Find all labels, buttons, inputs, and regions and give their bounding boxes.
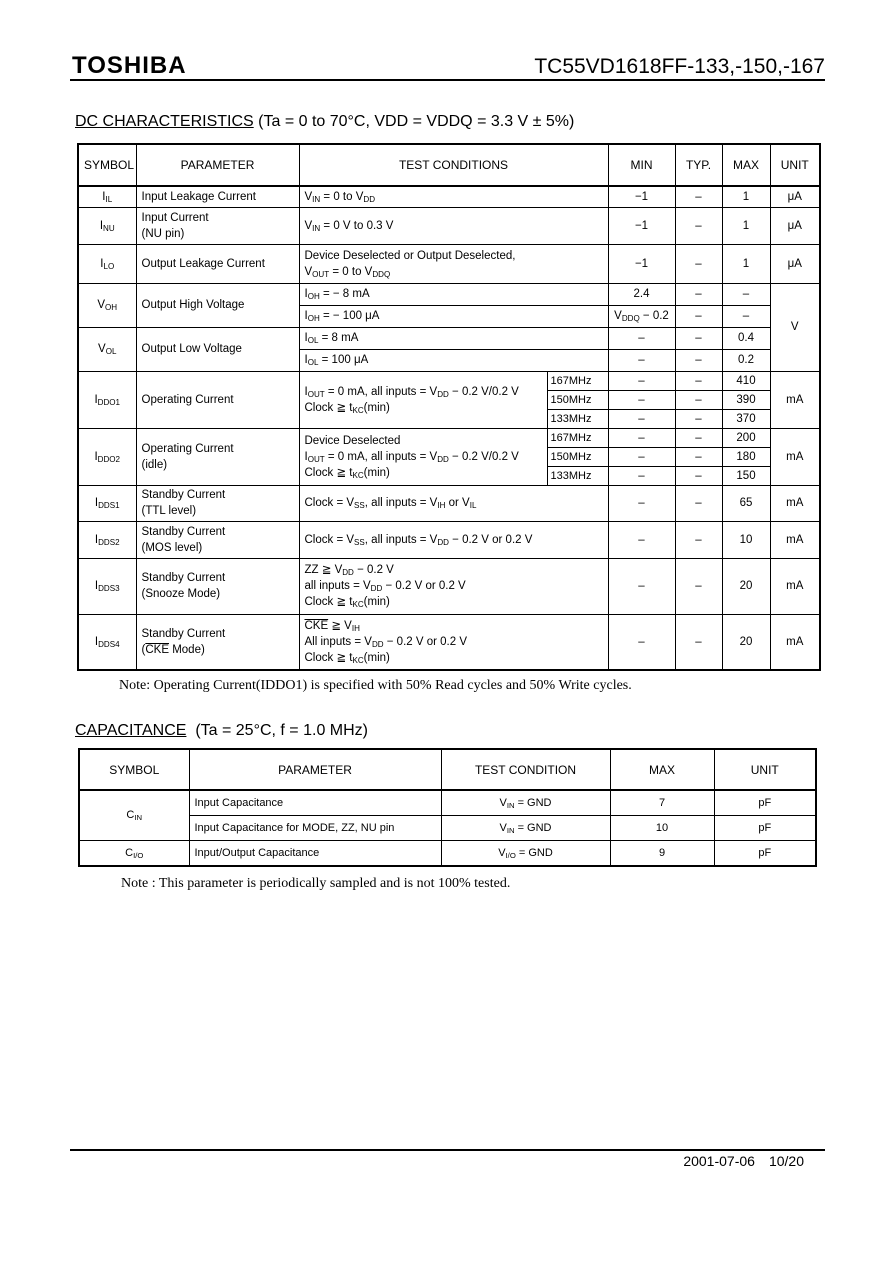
max-cell: 0.4 xyxy=(722,327,770,349)
col-test-conditions: TEST CONDITIONS xyxy=(299,144,608,186)
condition-cell: $V_{IN} = 0$ to $V_{DD}$ xyxy=(299,186,608,207)
min-cell: – xyxy=(608,485,675,521)
min-cell: – xyxy=(608,447,675,466)
dc-title-conditions: (Ta = 0 to 70°C, VDD = VDDQ = 3.3 V ± 5%) xyxy=(258,113,575,130)
typ-cell: – xyxy=(675,558,722,614)
frequency-cell: 150MHz xyxy=(547,447,608,466)
min-cell: – xyxy=(608,521,675,558)
col-symbol: SYMBOL xyxy=(79,749,189,790)
min-cell: −1 xyxy=(608,186,675,207)
footer-rule xyxy=(70,1149,825,1151)
footer-date: 2001-07-06 xyxy=(683,1153,755,1169)
typ-cell: – xyxy=(675,349,722,371)
min-cell: 2.4 xyxy=(608,283,675,305)
condition-cell: $V_{IN}$ = GND xyxy=(441,815,610,840)
parameter-cell: Input Capacitance xyxy=(189,790,441,815)
dc-header-row xyxy=(78,144,820,186)
condition-cell: $V_{IN} = 0$ V to 0.3 V xyxy=(299,207,608,244)
condition-cell: $I_{OH}$ = − 100 μA xyxy=(299,305,608,327)
table-row xyxy=(79,815,816,840)
col-unit: UNIT xyxy=(770,144,820,186)
table-row xyxy=(78,283,820,305)
symbol-cell: $I_{LO}$ xyxy=(78,244,136,283)
col-min: MIN xyxy=(608,144,675,186)
table-row xyxy=(78,244,820,283)
parameter-line: Standby Current xyxy=(141,572,226,584)
max-cell: 1 xyxy=(722,186,770,207)
max-cell: 20 xyxy=(722,614,770,670)
unit-cell: mA xyxy=(770,521,820,558)
max-cell: 410 xyxy=(722,371,770,390)
table-row xyxy=(78,485,820,521)
parameter-cell: Input/Output Capacitance xyxy=(189,840,441,866)
typ-cell: – xyxy=(675,371,722,390)
max-cell: – xyxy=(722,283,770,305)
condition-cell: $V_{IN}$ = GND xyxy=(441,790,610,815)
parameter-cell: Output Leakage Current xyxy=(136,244,299,283)
unit-cell: μA xyxy=(770,207,820,244)
min-cell: $V_{DDQ} - 0.2$ xyxy=(608,305,675,327)
max-cell: 390 xyxy=(722,390,770,409)
min-cell: – xyxy=(608,558,675,614)
typ-cell: – xyxy=(675,390,722,409)
typ-cell: – xyxy=(675,305,722,327)
frequency-cell: 167MHz xyxy=(547,371,608,390)
symbol-cell: $I_{DDS2}$ xyxy=(78,521,136,558)
brand-logo: TOSHIBA xyxy=(72,52,187,79)
min-cell: – xyxy=(608,371,675,390)
parameter-line: Standby Current xyxy=(141,627,226,640)
typ-cell: – xyxy=(675,409,722,428)
table-row xyxy=(78,207,820,244)
symbol-cell: $V_{OL}$ xyxy=(78,327,136,371)
min-cell: – xyxy=(608,327,675,349)
parameter-line: Standby Current xyxy=(141,489,226,501)
parameter-cell xyxy=(136,428,299,485)
parameter-cell xyxy=(136,558,299,614)
min-cell: – xyxy=(608,614,675,670)
condition-cell: $I_{OL} = 100$ μA xyxy=(299,349,608,371)
table-row xyxy=(78,521,820,558)
unit-cell: pF xyxy=(714,815,816,840)
max-cell: 9 xyxy=(610,840,714,866)
table-row xyxy=(78,428,820,447)
typ-cell: – xyxy=(675,447,722,466)
max-cell: 150 xyxy=(722,466,770,485)
typ-cell: – xyxy=(675,521,722,558)
frequency-cell: 167MHz xyxy=(547,428,608,447)
parameter-cell xyxy=(136,521,299,558)
symbol-cell: $I_{NU}$ xyxy=(78,207,136,244)
max-cell: 200 xyxy=(722,428,770,447)
condition-cell: $I_{OUT} = 0$ mA, all inputs = $V_{DD} - 0.2$ V/0.2 V Clock ≧ $t_{KC}(\min)$ xyxy=(299,371,547,428)
parameter-cell: Input Leakage Current xyxy=(136,186,299,207)
typ-cell: – xyxy=(675,428,722,447)
condition-cell: Device Deselected or Output Deselected, $V_{OUT} = 0$ to $V_{DDQ}$ xyxy=(299,244,608,283)
capacitance-table xyxy=(78,748,817,867)
col-parameter: PARAMETER xyxy=(189,749,441,790)
typ-cell: – xyxy=(675,614,722,670)
parameter-line: Operating Current xyxy=(141,442,234,455)
condition-line: Device Deselected or Output Deselected, xyxy=(304,249,516,262)
max-cell: 10 xyxy=(610,815,714,840)
header-rule xyxy=(70,79,825,81)
col-max: MAX xyxy=(610,749,714,790)
cap-header-row xyxy=(79,749,816,790)
unit-cell: mA xyxy=(770,614,820,670)
min-cell: – xyxy=(608,466,675,485)
symbol-cell: $C_{I/O}$ xyxy=(79,840,189,866)
max-cell: 1 xyxy=(722,244,770,283)
typ-cell: – xyxy=(675,207,722,244)
condition-cell: Clock = $V_{SS}$, all inputs = $V_{DD} - 0.2$ V or 0.2 V xyxy=(299,521,608,558)
parameter-line: (Snooze Mode) xyxy=(141,588,221,600)
table-row xyxy=(78,327,820,349)
col-unit: UNIT xyxy=(714,749,816,790)
condition-cell: Clock = $V_{SS}$, all inputs = $V_{IH}$ or $V_{IL}$ xyxy=(299,485,608,521)
condition-cell: Device Deselected $I_{OUT} = 0$ mA, all inputs = $V_{DD} - 0.2$ V/0.2 V Clock ≧ $t_{KC}(\min)$ xyxy=(299,428,547,485)
symbol-cell: $I_{DDS1}$ xyxy=(78,485,136,521)
frequency-cell: 133MHz xyxy=(547,409,608,428)
parameter-line: (idle) xyxy=(141,458,168,471)
min-cell: – xyxy=(608,390,675,409)
max-cell: 65 xyxy=(722,485,770,521)
unit-cell: mA xyxy=(770,558,820,614)
capacitance-section-title xyxy=(75,722,368,740)
cap-title-conditions: (Ta = 25°C, f = 1.0 MHz) xyxy=(195,722,368,739)
parameter-line: Input Current xyxy=(141,211,209,224)
dc-section-title xyxy=(75,113,574,131)
parameter-line: (NU pin) xyxy=(141,227,185,240)
max-cell: – xyxy=(722,305,770,327)
symbol-cell: $I_{DDS3}$ xyxy=(78,558,136,614)
dc-note: Note: Operating Current(IDDO1) is specified with 50% Read cycles and 50% Write cycles. xyxy=(119,678,632,693)
unit-cell: pF xyxy=(714,790,816,815)
table-row xyxy=(78,186,820,207)
parameter-cell: Standby Current ($\overline{CKE}$ Mode) xyxy=(136,614,299,670)
col-typ: TYP. xyxy=(675,144,722,186)
typ-cell: – xyxy=(675,186,722,207)
unit-cell: mA xyxy=(770,371,820,428)
frequency-cell: 133MHz xyxy=(547,466,608,485)
parameter-line: (MOS level) xyxy=(141,541,203,554)
parameter-cell: Operating Current xyxy=(136,371,299,428)
dc-title-text: DC CHARACTERISTICS xyxy=(75,113,254,130)
unit-cell: μA xyxy=(770,244,820,283)
max-cell: 20 xyxy=(722,558,770,614)
table-row xyxy=(79,790,816,815)
col-parameter: PARAMETER xyxy=(136,144,299,186)
condition-cell: $I_{OH}$ = − 8 mA xyxy=(299,283,608,305)
col-max: MAX xyxy=(722,144,770,186)
parameter-cell: Output High Voltage xyxy=(136,283,299,327)
condition-cell: $I_{OL} = 8$ mA xyxy=(299,327,608,349)
max-cell: 1 xyxy=(722,207,770,244)
symbol-cell: $V_{OH}$ xyxy=(78,283,136,327)
unit-cell: V xyxy=(770,283,820,371)
max-cell: 180 xyxy=(722,447,770,466)
unit-cell: mA xyxy=(770,428,820,485)
condition-cell: ZZ ≧ $V_{DD} - 0.2$ V all inputs = $V_{DD} - 0.2$ V or 0.2 V Clock ≧ $t_{KC}(\min)$ xyxy=(299,558,608,614)
cap-title-text: CAPACITANCE xyxy=(75,722,187,739)
parameter-cell xyxy=(136,485,299,521)
footer xyxy=(683,1153,804,1169)
unit-cell: pF xyxy=(714,840,816,866)
parameter-line: Standby Current xyxy=(141,525,226,538)
symbol-cell: $I_{DDO2}$ xyxy=(78,428,136,485)
symbol-cell: $I_{DDO1}$ xyxy=(78,371,136,428)
min-cell: – xyxy=(608,349,675,371)
typ-cell: – xyxy=(675,244,722,283)
min-cell: – xyxy=(608,409,675,428)
symbol-cell: $I_{DDS4}$ xyxy=(78,614,136,670)
min-cell: −1 xyxy=(608,207,675,244)
capacitance-note: Note : This parameter is periodically sampled and is not 100% tested. xyxy=(121,876,511,891)
condition-cell: $\overline{CKE}$ ≧ $V_{IH}$ All inputs = $V_{DD} - 0.2$ V or 0.2 V Clock ≧ $t_{KC}(\min)$ xyxy=(299,614,608,670)
symbol-cell: $C_{IN}$ xyxy=(79,790,189,840)
dc-characteristics-table xyxy=(77,143,821,671)
table-row xyxy=(79,840,816,866)
unit-cell: mA xyxy=(770,485,820,521)
parameter-cell: Output Low Voltage xyxy=(136,327,299,371)
min-cell: −1 xyxy=(608,244,675,283)
frequency-cell: 150MHz xyxy=(547,390,608,409)
part-number: TC55VD1618FF-133,-150,-167 xyxy=(534,55,825,78)
condition-cell: $V_{I/O}$ = GND xyxy=(441,840,610,866)
typ-cell: – xyxy=(675,466,722,485)
table-row xyxy=(78,558,820,614)
parameter-line: (TTL level) xyxy=(141,505,197,517)
parameter-cell xyxy=(136,207,299,244)
parameter-cell: Input Capacitance for MODE, ZZ, NU pin xyxy=(189,815,441,840)
table-row xyxy=(78,614,820,670)
col-symbol: SYMBOL xyxy=(78,144,136,186)
max-cell: 0.2 xyxy=(722,349,770,371)
typ-cell: – xyxy=(675,327,722,349)
unit-cell: μA xyxy=(770,186,820,207)
symbol-cell: $I_{IL}$ xyxy=(78,186,136,207)
typ-cell: – xyxy=(675,485,722,521)
min-cell: – xyxy=(608,428,675,447)
max-cell: 10 xyxy=(722,521,770,558)
table-row xyxy=(78,371,820,390)
max-cell: 7 xyxy=(610,790,714,815)
max-cell: 370 xyxy=(722,409,770,428)
condition-line: Device Deselected xyxy=(304,434,401,447)
col-test-condition: TEST CONDITION xyxy=(441,749,610,790)
typ-cell: – xyxy=(675,283,722,305)
page-number: 10/20 xyxy=(768,1153,804,1169)
